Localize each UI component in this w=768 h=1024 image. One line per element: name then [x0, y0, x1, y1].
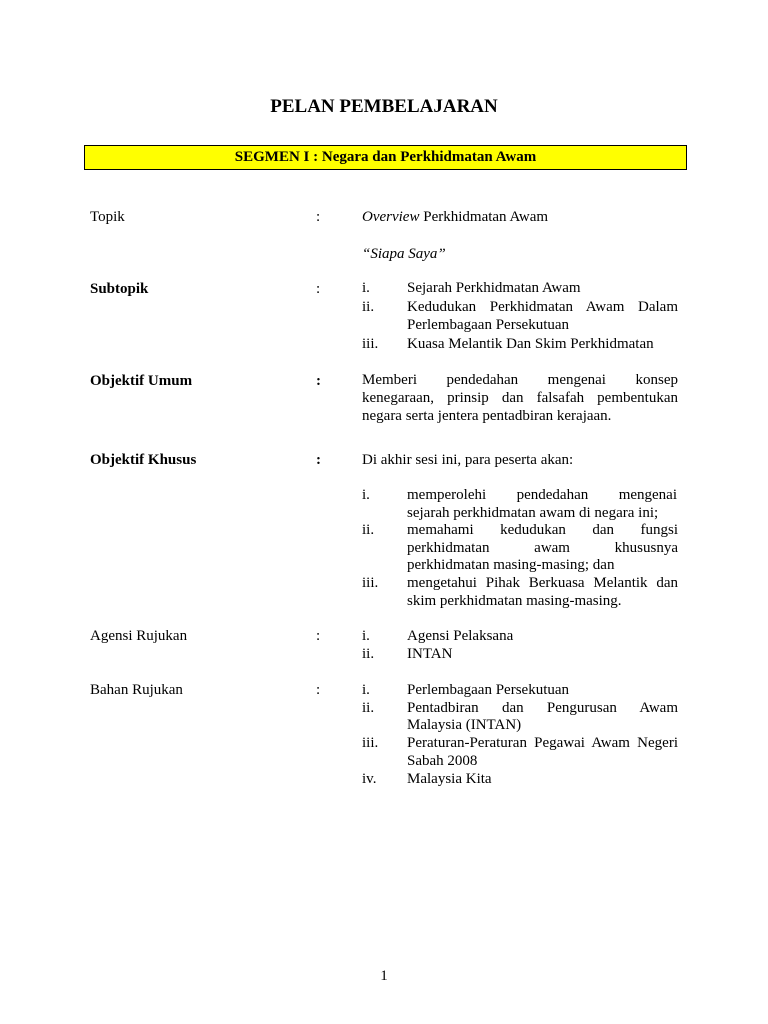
- objektif-umum-text: negara serta jentera pentadbiran kerajaan.: [362, 408, 612, 424]
- objektif-umum-text: kenegaraan, prinsip dan falsafah pembentukan: [362, 390, 678, 406]
- objektif-khusus-item-text: mengetahui Pihak Berkuasa Melantik dan: [407, 575, 678, 591]
- subtopik-item-num: ii.: [362, 299, 375, 315]
- objektif-khusus-item-text: perkhidmatan masing-masing; dan: [407, 557, 615, 573]
- bahan-rujukan-item-num: iii.: [362, 735, 379, 751]
- label-objektif-khusus: Objektif Khusus: [90, 452, 197, 468]
- bahan-rujukan-item-text: Pentadbiran dan Pengurusan Awam: [407, 700, 678, 716]
- page-title: PELAN PEMBELAJARAN: [270, 96, 498, 117]
- bahan-rujukan-item-text: Sabah 2008: [407, 753, 478, 769]
- objektif-khusus-item-text: sejarah perkhidmatan awam di negara ini;: [407, 505, 659, 521]
- objektif-umum-text: Memberi pendedahan mengenai konsep: [362, 372, 678, 388]
- colon-objektif-khusus: :: [316, 452, 321, 468]
- objektif-khusus-item-text: memahami kedudukan dan fungsi: [407, 522, 678, 538]
- agensi-rujukan-item-text: Agensi Pelaksana: [407, 628, 514, 644]
- topik-rest: Perkhidmatan Awam: [419, 209, 549, 225]
- agensi-rujukan-item-num: i.: [362, 628, 370, 644]
- colon-subtopik: :: [316, 281, 321, 297]
- bahan-rujukan-item-num: i.: [362, 682, 370, 698]
- objektif-khusus-item-text: [407, 486, 677, 504]
- value-topik: [362, 208, 678, 226]
- objektif-khusus-intro: Di akhir sesi ini, para peserta akan:: [362, 452, 574, 468]
- bahan-rujukan-item-num: ii.: [362, 700, 375, 716]
- topik-italic: Overview: [362, 209, 420, 225]
- agensi-rujukan-item-num: ii.: [362, 646, 375, 662]
- colon-objektif-umum: :: [316, 373, 321, 389]
- bahan-rujukan-item-num: iv.: [362, 771, 377, 787]
- bahan-rujukan-item-text: Perlembagaan Persekutuan: [407, 682, 570, 698]
- objektif-khusus-item-text: skim perkhidmatan masing-masing.: [407, 593, 622, 609]
- label-agensi-rujukan: Agensi Rujukan: [90, 628, 188, 644]
- subtopik-item-text: Kedudukan Perkhidmatan Awam Dalam: [407, 299, 678, 315]
- colon-agensi-rujukan: :: [316, 628, 321, 644]
- objektif-khusus-item-text: perkhidmatan awam khususnya: [407, 540, 678, 556]
- bahan-rujukan-item-text: Peraturan-Peraturan Pegawai Awam Negeri: [407, 735, 678, 751]
- subtopik-item-num: iii.: [362, 336, 379, 352]
- objektif-khusus-line: memperolehi pendedahan mengenai: [407, 487, 677, 503]
- colon-bahan-rujukan: :: [316, 682, 321, 698]
- bahan-rujukan-item-text: Malaysia (INTAN): [407, 717, 522, 733]
- topik-quote: “Siapa Saya”: [362, 246, 446, 262]
- objektif-khusus-item-num: ii.: [362, 522, 375, 538]
- label-subtopik: Subtopik: [90, 281, 149, 297]
- page-number: 1: [380, 968, 388, 984]
- label-objektif-umum: Objektif Umum: [90, 373, 193, 389]
- subtopik-item-text: Perlembagaan Persekutuan: [407, 317, 570, 333]
- bahan-rujukan-item-text: Malaysia Kita: [407, 771, 492, 787]
- label-bahan-rujukan: Bahan Rujukan: [90, 682, 183, 698]
- colon-topik: :: [316, 209, 321, 225]
- label-topik: Topik: [90, 209, 125, 225]
- segment-banner: SEGMEN I : Negara dan Perkhidmatan Awam: [84, 145, 687, 170]
- objektif-khusus-item-num: i.: [362, 487, 370, 503]
- objektif-khusus-item-num: iii.: [362, 575, 379, 591]
- subtopik-item-text: Sejarah Perkhidmatan Awam: [407, 280, 581, 296]
- subtopik-item-num: i.: [362, 280, 370, 296]
- agensi-rujukan-item-text: INTAN: [407, 646, 453, 662]
- subtopik-item-text: Kuasa Melantik Dan Skim Perkhidmatan: [407, 336, 654, 352]
